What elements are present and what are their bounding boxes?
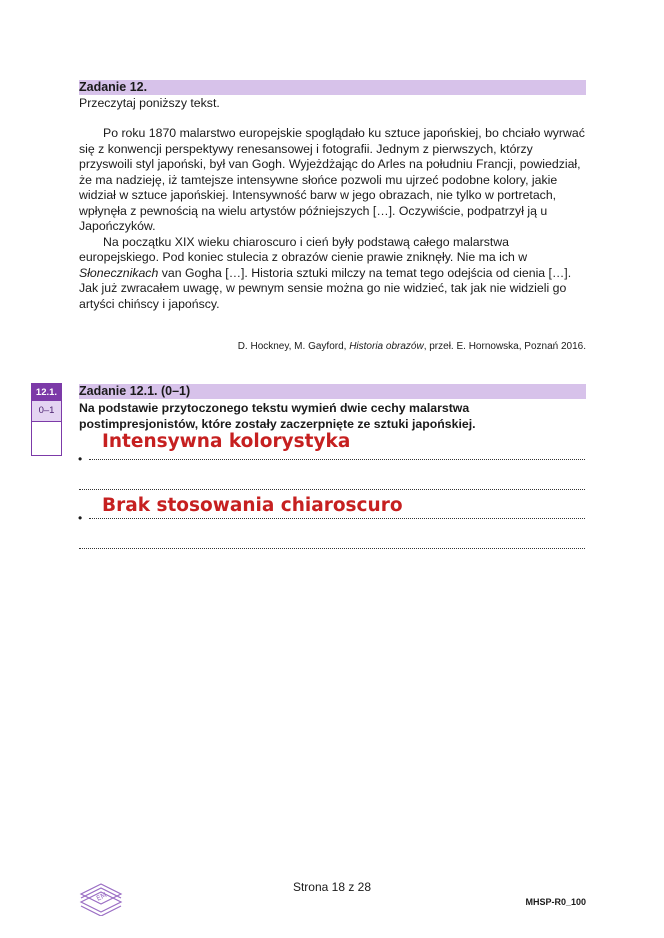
source-rest: , przeł. E. Hornowska, Poznań 2016. <box>423 341 586 352</box>
paragraph-2 <box>79 235 586 313</box>
paragraph-2-italic: Słonecznikach <box>79 265 159 280</box>
subtask-instruction: Na podstawie przytoczonego tekstu wymień dwie cechy malarstwa postimpresjonistów, które zostały zaczerpnięte ze sztuki japońskiej. <box>79 401 476 431</box>
task-number-box: 12.1. <box>31 383 62 401</box>
answer-line-2[interactable] <box>79 489 585 490</box>
source-title: Historia obrazów <box>349 341 424 352</box>
answer-2: Brak stosowania chiaroscuro <box>102 495 403 516</box>
bullet-1: • <box>78 452 83 466</box>
task-intro: Przeczytaj poniższy tekst. <box>79 96 220 110</box>
answer-line-4[interactable] <box>79 548 585 549</box>
bullet-2: • <box>78 511 83 525</box>
subtask-header: Zadanie 12.1. (0–1) <box>79 384 191 398</box>
answer-line-3[interactable] <box>89 518 585 519</box>
answer-1: Intensywna kolorystyka <box>102 431 351 452</box>
task-header-bar <box>79 80 586 95</box>
source-citation <box>238 340 586 353</box>
paragraph-1: Po roku 1870 malarstwo europejskie spoglądało ku sztuce japońskiej, bo chciało wyrwać się z konwencji perspektywy renesansowej i fotografii. Jednym z pierwszych, którzy przyswoili styl japoński, był van Gogh. Wyjeżdżając do Arles na południu Francji, powiedział, że ma nadzieję, iż tamtejsze intensywne słońce pozwoli mu ujrzeć podobne kolory, jakie widział w sztuce japońskiej. Intensywność barw w jego obrazach, nie tylko w portretach, wpłynęła z pewnością na wielu artystów późniejszych […]. Oczywiście, podpatrzył ją u Japończyków. <box>79 126 585 233</box>
page-number: Strona 18 z 28 <box>292 880 372 894</box>
exam-code: MHSP-R0_100 <box>525 897 586 907</box>
score-entry-box <box>31 421 62 456</box>
reading-text <box>79 126 586 312</box>
subtask-header-bar <box>79 384 586 399</box>
answer-line-1[interactable] <box>89 459 585 460</box>
points-box: 0–1 <box>31 400 62 422</box>
task-header: Zadanie 12. <box>79 80 148 94</box>
source-authors: D. Hockney, M. Gayford, <box>237 341 350 352</box>
svg-text:EM: EM <box>95 890 109 903</box>
paragraph-2-end: van Gogha […]. Historia sztuki milczy na temat tego odejścia od cienia […]. Jak już zwracałem uwagę, w pewnym sensie można go nie widzieć, tak jak nie widzieli go artyści chińscy i japońscy. <box>79 265 572 311</box>
paragraph-2-start: Na początku XIX wieku chiaroscuro i cień były podstawą całego malarstwa europejskiego. Pod koniec stulecia z obrazów cienie prawie zniknęły. Nie ma ich w <box>79 234 528 264</box>
